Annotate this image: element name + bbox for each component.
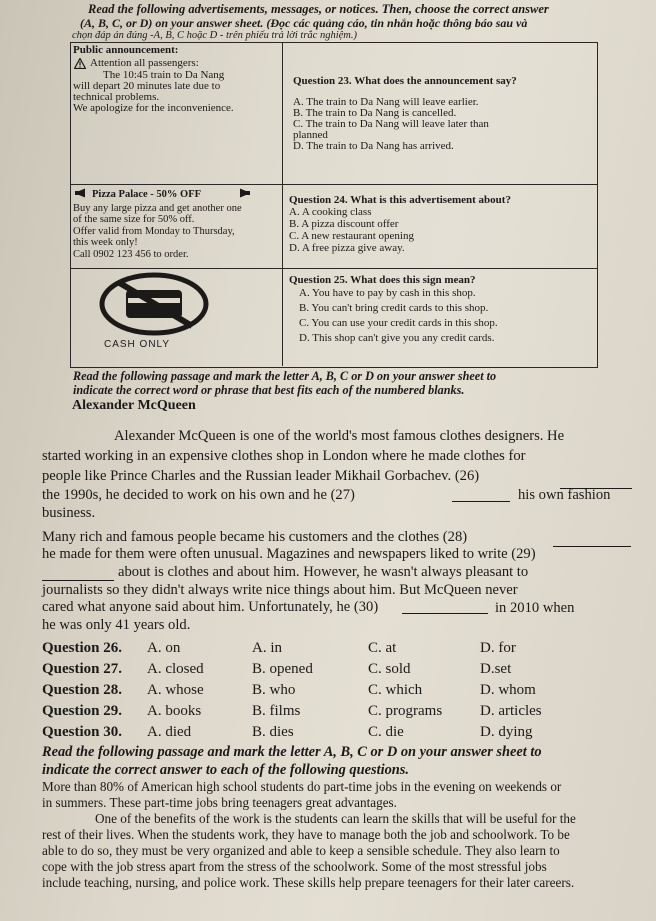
option-d: D. for bbox=[480, 640, 516, 656]
passage1-line: he made for them were often unusual. Magazines and newspapers liked to write (29) bbox=[42, 546, 536, 562]
announcement-line: technical problems. bbox=[73, 91, 160, 103]
passage2-line: include teaching, nursing, and police work. These skills help prepare teenagers for their later careers. bbox=[42, 875, 575, 890]
option-a: A. died bbox=[147, 724, 192, 740]
passage1-line: business. bbox=[42, 505, 96, 521]
table-row-divider bbox=[70, 184, 597, 185]
option-c: C. die bbox=[368, 724, 404, 740]
announcement-title: Public announcement: bbox=[73, 44, 179, 56]
q24-option-a: A. A cooking class bbox=[289, 206, 372, 218]
pizza-title: Pizza Palace - 50% OFF bbox=[92, 189, 202, 200]
passage1-line-end: in 2010 when bbox=[495, 600, 575, 616]
option-d: D.set bbox=[480, 661, 512, 677]
q23-option-c: C. The train to Da Nang will leave later than bbox=[293, 118, 489, 130]
option-c: C. programs bbox=[368, 703, 443, 719]
option-label: Question 26. bbox=[42, 640, 123, 656]
q23-option-d: D. The train to Da Nang has arrived. bbox=[293, 140, 454, 152]
instruction-line-2: (A, B, C, or D) on your answer sheet. (Đọc các quảng cáo, tin nhắn hoặc thông báo sau và bbox=[80, 16, 528, 30]
question-25: Question 25. What does this sign mean? bbox=[289, 274, 476, 286]
passage1-instruction-2: indicate the correct word or phrase that best fits each of the numbered blanks. bbox=[73, 383, 465, 397]
passage1-title: Alexander McQueen bbox=[72, 398, 196, 413]
megaphone-icon bbox=[74, 188, 88, 202]
passage1-line: he was only 41 years old. bbox=[42, 617, 191, 633]
option-b: B. films bbox=[252, 703, 301, 719]
passage2-line: More than 80% of American high school students do part-time jobs in the evening on weekends or bbox=[42, 779, 562, 794]
megaphone-icon bbox=[237, 188, 251, 202]
passage2-line: One of the benefits of the work is the students can learn the skills that will be useful for the bbox=[95, 811, 576, 826]
option-a: A. closed bbox=[147, 661, 204, 677]
passage1-line: people like Prince Charles and the Russian leader Mikhail Gorbachev. (26) bbox=[42, 468, 480, 484]
passage1-line: about is clothes and about him. However, he wasn't always pleasant to bbox=[118, 564, 529, 580]
option-label: Question 27. bbox=[42, 661, 123, 677]
option-b: A. in bbox=[252, 640, 282, 656]
q25-option-a: A. You have to pay by cash in this shop. bbox=[299, 287, 476, 299]
option-d: D. dying bbox=[480, 724, 533, 740]
pizza-line: Call 0902 123 456 to order. bbox=[73, 249, 189, 260]
q24-option-b: B. A pizza discount offer bbox=[289, 218, 399, 230]
q23-option-c-cont: planned bbox=[293, 129, 328, 141]
option-d: D. whom bbox=[480, 682, 536, 698]
passage1-line: Many rich and famous people became his customers and the clothes (28) bbox=[42, 529, 468, 545]
option-c: C. sold bbox=[368, 661, 411, 677]
table-row-divider bbox=[70, 268, 597, 269]
passage2-instruction-2: indicate the correct answer to each of the following questions. bbox=[42, 762, 409, 778]
passage1-line: journalists so they didn't always write nice things about him. But McQueen never bbox=[42, 582, 518, 598]
option-a: A. whose bbox=[147, 682, 204, 698]
pizza-line: Buy any large pizza and get another one bbox=[73, 203, 242, 214]
q24-option-d: D. A free pizza give away. bbox=[289, 242, 405, 254]
option-c: C. at bbox=[368, 640, 397, 656]
passage1-line: Alexander McQueen is one of the world's most famous clothes designers. He bbox=[114, 428, 565, 444]
option-label: Question 29. bbox=[42, 703, 123, 719]
passage2-line: in summers. These part-time jobs bring teenagers great advantages. bbox=[42, 795, 397, 810]
q25-option-b: B. You can't bring credit cards to this shop. bbox=[299, 302, 489, 314]
q25-option-d: D. This shop can't give you any credit cards. bbox=[299, 332, 495, 344]
q25-option-c: C. You can use your credit cards in this shop. bbox=[299, 317, 498, 329]
instruction-line-1: Read the following advertisements, messages, or notices. Then, choose the correct answer bbox=[88, 2, 549, 16]
passage2-instruction-1: Read the following passage and mark the letter A, B, C or D on your answer sheet to bbox=[42, 744, 542, 760]
passage1-line: the 1990s, he decided to work on his own and he (27) bbox=[42, 487, 355, 503]
q23-option-a: A. The train to Da Nang will leave earlier. bbox=[293, 96, 479, 108]
passage1-line: started working in an expensive clothes shop in London where he made clothes for bbox=[42, 448, 526, 464]
pizza-line: Offer valid from Monday to Thursday, bbox=[73, 226, 235, 237]
option-a: A. books bbox=[147, 703, 202, 719]
question-24: Question 24. What is this advertisement about? bbox=[289, 194, 511, 206]
option-label: Question 30. bbox=[42, 724, 123, 740]
announcement-attention: Attention all passengers: bbox=[90, 57, 199, 69]
announcement-line: We apologize for the inconvenience. bbox=[73, 102, 234, 114]
announcement-line: The 10:45 train to Da Nang bbox=[103, 69, 225, 81]
option-c: C. which bbox=[368, 682, 423, 698]
passage2-line: rest of their lives. When the students work, they have to manage both the job and schoolwork. To be bbox=[42, 827, 570, 842]
q24-option-c: C. A new restaurant opening bbox=[289, 230, 414, 242]
option-b: B. dies bbox=[252, 724, 294, 740]
sign-caption: CASH ONLY bbox=[104, 339, 171, 350]
blank-27 bbox=[452, 500, 510, 502]
blank-28 bbox=[553, 545, 631, 547]
question-23: Question 23. What does the announcement say? bbox=[293, 75, 517, 87]
passage2-line: able to do so, they must be very organized and able to keep a sensible schedule. They also learn to bbox=[42, 843, 560, 858]
blank-30 bbox=[402, 612, 488, 614]
instruction-line-3: chọn đáp án đúng -A, B, C hoặc D - trên phiếu trả lời trắc nghiệm.) bbox=[72, 30, 357, 41]
passage1-line: cared what anyone said about him. Unfortunately, he (30) bbox=[42, 599, 379, 615]
option-label: Question 28. bbox=[42, 682, 123, 698]
table-divider bbox=[282, 42, 283, 366]
passage1-instruction-1: Read the following passage and mark the letter A, B, C or D on your answer sheet to bbox=[73, 369, 497, 383]
announcement-line: will depart 20 minutes late due to bbox=[73, 80, 221, 92]
passage1-line-end: his own fashion bbox=[518, 487, 611, 503]
passage2-line: cope with the job stress apart from the stress of the schoolwork. Some of the most stressful jobs bbox=[42, 859, 547, 874]
option-d: D. articles bbox=[480, 703, 542, 719]
option-b: B. opened bbox=[252, 661, 313, 677]
pizza-line: of the same size for 50% off. bbox=[73, 214, 195, 225]
pizza-line: this week only! bbox=[73, 237, 138, 248]
option-a: A. on bbox=[147, 640, 181, 656]
no-credit-card-sign-icon bbox=[96, 272, 216, 340]
option-b: B. who bbox=[252, 682, 296, 698]
q23-option-b: B. The train to Da Nang is cancelled. bbox=[293, 107, 457, 119]
warning-icon bbox=[74, 58, 86, 73]
